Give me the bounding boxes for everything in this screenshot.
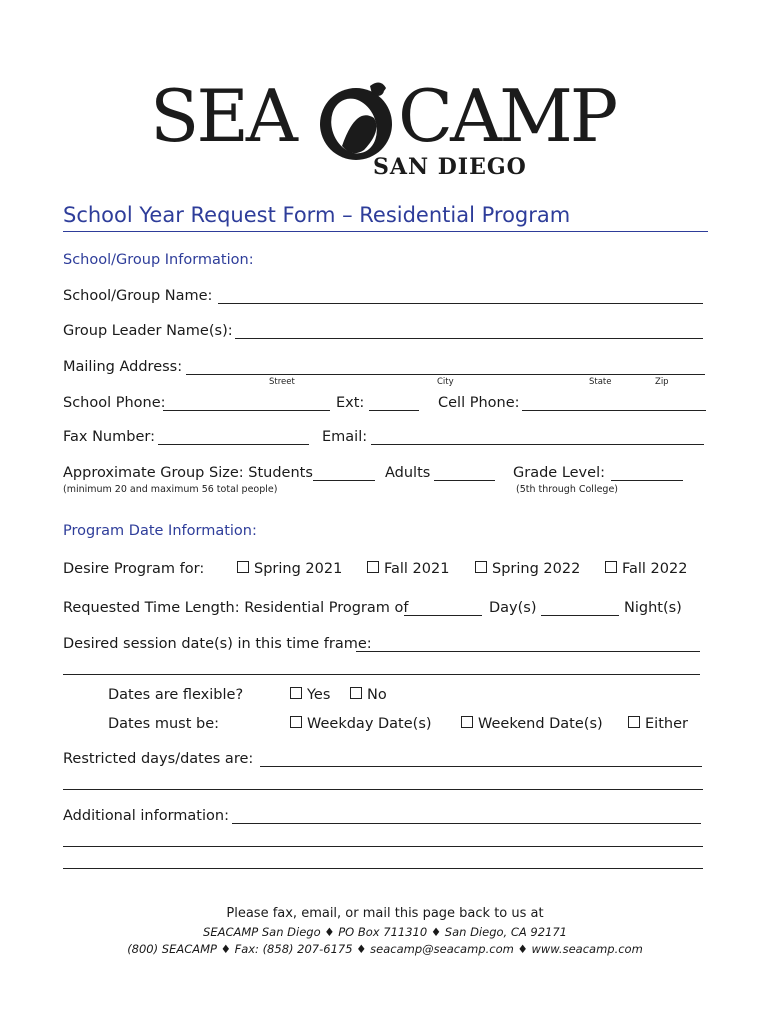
ext-field[interactable] bbox=[369, 410, 419, 411]
ext-label: Ext: bbox=[336, 395, 365, 411]
checkbox[interactable] bbox=[350, 687, 362, 699]
group-size-label: Approximate Group Size: Students bbox=[63, 465, 313, 481]
session-dates-field[interactable] bbox=[356, 651, 700, 652]
grade-level-label: Grade Level: bbox=[513, 465, 605, 481]
dates-must-label: Dates must be: bbox=[108, 716, 219, 732]
adults-field[interactable] bbox=[434, 480, 495, 481]
option-label: Fall 2021 bbox=[384, 561, 450, 577]
option-label: Yes bbox=[307, 687, 331, 703]
group-size-note: (minimum 20 and maximum 56 total people) bbox=[63, 484, 278, 495]
checkbox[interactable] bbox=[475, 561, 487, 573]
option-weekday[interactable] bbox=[290, 716, 432, 732]
option-either[interactable] bbox=[628, 716, 688, 732]
logo-text-camp: CAMP bbox=[398, 74, 616, 158]
school-phone-label: School Phone: bbox=[63, 395, 166, 411]
days-label: Day(s) bbox=[489, 600, 537, 616]
option-fall-2021[interactable] bbox=[367, 561, 449, 577]
session-dates-label: Desired session date(s) in this time frame: bbox=[63, 636, 372, 652]
checkbox[interactable] bbox=[237, 561, 249, 573]
additional-info-field[interactable] bbox=[232, 823, 701, 824]
email-field[interactable] bbox=[371, 444, 704, 445]
option-weekend[interactable] bbox=[461, 716, 603, 732]
restricted-dates-label: Restricted days/dates are: bbox=[63, 751, 254, 767]
option-fall-2022[interactable] bbox=[605, 561, 687, 577]
checkbox[interactable] bbox=[605, 561, 617, 573]
shell-icon bbox=[312, 76, 400, 166]
footer-instruction: Please fax, email, or mail this page back to us at bbox=[226, 906, 544, 921]
cell-phone-label: Cell Phone: bbox=[438, 395, 520, 411]
school-phone-field[interactable] bbox=[163, 410, 330, 411]
school-name-label: School/Group Name: bbox=[63, 288, 213, 304]
checkbox[interactable] bbox=[628, 716, 640, 728]
option-spring-2021[interactable] bbox=[237, 561, 342, 577]
title-rule bbox=[63, 231, 708, 232]
option-no[interactable] bbox=[350, 687, 387, 703]
footer-address: SEACAMP San Diego ♦ PO Box 711310 ♦ San Diego, CA 92171 bbox=[203, 925, 567, 939]
grade-level-field[interactable] bbox=[611, 480, 683, 481]
option-label: Spring 2022 bbox=[492, 561, 581, 577]
option-spring-2022[interactable] bbox=[475, 561, 580, 577]
form-title: School Year Request Form – Residential Program bbox=[63, 203, 571, 227]
option-label: Weekday Date(s) bbox=[307, 716, 432, 732]
students-field[interactable] bbox=[313, 480, 375, 481]
session-dates-field-2[interactable] bbox=[63, 674, 700, 675]
school-name-field[interactable] bbox=[218, 303, 703, 304]
footer-contact: (800) SEACAMP ♦ Fax: (858) 207-6175 ♦ seacamp@seacamp.com ♦ www.seacamp.com bbox=[127, 942, 643, 956]
checkbox[interactable] bbox=[461, 716, 473, 728]
flexible-label: Dates are flexible? bbox=[108, 687, 244, 703]
address-city-caption: City bbox=[437, 377, 454, 387]
address-state-caption: State bbox=[589, 377, 612, 387]
restricted-dates-field[interactable] bbox=[260, 766, 702, 767]
nights-field[interactable] bbox=[541, 615, 619, 616]
option-label: Fall 2022 bbox=[622, 561, 688, 577]
logo bbox=[150, 72, 620, 182]
desire-program-label: Desire Program for: bbox=[63, 561, 205, 577]
section-program-heading: Program Date Information: bbox=[63, 523, 257, 539]
logo-subtitle: SAN DIEGO bbox=[373, 154, 527, 180]
address-street-caption: Street bbox=[269, 377, 295, 387]
fax-field[interactable] bbox=[158, 444, 309, 445]
option-label: Weekend Date(s) bbox=[478, 716, 603, 732]
checkbox[interactable] bbox=[290, 716, 302, 728]
additional-info-label: Additional information: bbox=[63, 808, 229, 824]
address-label: Mailing Address: bbox=[63, 359, 183, 375]
address-zip-caption: Zip bbox=[655, 377, 669, 387]
cell-phone-field[interactable] bbox=[522, 410, 706, 411]
grade-level-note: (5th through College) bbox=[516, 484, 619, 495]
option-yes[interactable] bbox=[290, 687, 330, 703]
time-length-label: Requested Time Length: Residential Program of bbox=[63, 600, 409, 616]
checkbox[interactable] bbox=[367, 561, 379, 573]
logo-text-sea: SEA bbox=[150, 74, 295, 158]
adults-label: Adults bbox=[385, 465, 431, 481]
email-label: Email: bbox=[322, 429, 368, 445]
days-field[interactable] bbox=[404, 615, 482, 616]
checkbox[interactable] bbox=[290, 687, 302, 699]
nights-label: Night(s) bbox=[624, 600, 682, 616]
section-school-heading: School/Group Information: bbox=[63, 252, 254, 268]
option-label: Either bbox=[645, 716, 688, 732]
option-label: Spring 2021 bbox=[254, 561, 343, 577]
additional-info-field-3[interactable] bbox=[63, 868, 703, 869]
leader-name-label: Group Leader Name(s): bbox=[63, 323, 233, 339]
additional-info-field-2[interactable] bbox=[63, 846, 703, 847]
leader-name-field[interactable] bbox=[235, 338, 703, 339]
address-field[interactable] bbox=[186, 374, 705, 375]
option-label: No bbox=[367, 687, 387, 703]
restricted-dates-field-2[interactable] bbox=[63, 789, 703, 790]
fax-label: Fax Number: bbox=[63, 429, 155, 445]
